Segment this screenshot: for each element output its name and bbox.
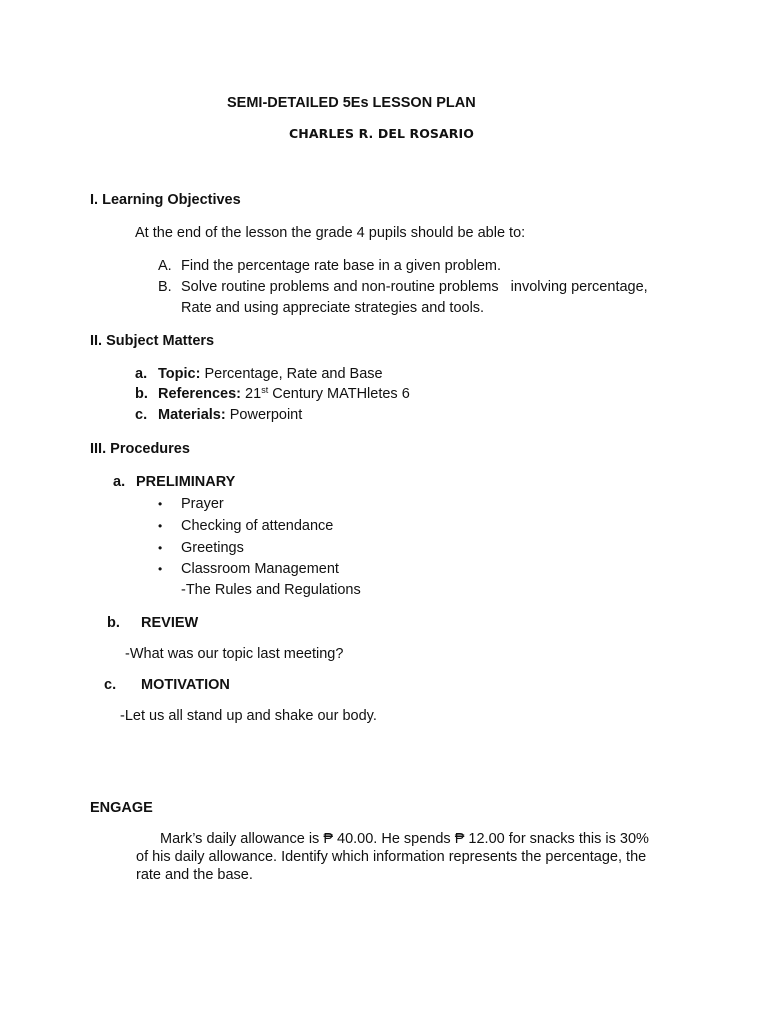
objective-text-a: Find the percentage rate base in a given problem. [181,258,502,274]
objectives-intro: At the end of the lesson the grade 4 pupils should be able to: [135,225,526,241]
subject-item-references [158,387,410,402]
section-heading-engage: ENGAGE [90,800,153,816]
preliminary-sub-note: -The Rules and Regulations [181,582,361,598]
subject-value-references-sup: st [261,385,269,395]
subject-label-references: References: [158,386,242,402]
subject-marker-topic: a. [135,366,148,382]
engage-paragraph-line-3: rate and the base. [136,867,253,883]
subject-label-topic: Topic: [158,366,201,382]
objective-marker-b: B. [158,279,172,295]
subject-marker-references: b. [135,386,148,402]
subject-label-materials: Materials: [158,407,226,423]
subject-value-references: Century MATHletes 6 [272,386,410,402]
preliminary-item-classroom: Classroom Management [181,561,339,577]
engage-paragraph-line-2: of his daily allowance. Identify which information represents the percentage, the [136,849,647,865]
review-label: REVIEW [141,615,199,631]
preliminary-marker: a. [113,474,126,490]
author-name: CHARLES R. DEL ROSARIO [289,126,475,141]
preliminary-label: PRELIMINARY [136,474,236,490]
bullet-icon: • [158,519,163,533]
subject-item-topic [158,367,383,382]
subject-value-topic: Percentage, Rate and Base [204,366,383,382]
subject-item-materials [158,408,302,423]
motivation-marker: c. [104,677,117,693]
preliminary-item-prayer: Prayer [181,496,224,512]
review-marker: b. [107,615,120,631]
subject-value-references-prefix: 21 [245,386,262,402]
objective-marker-a: A. [158,258,172,274]
preliminary-item-greetings: Greetings [181,540,244,556]
bullet-icon: • [158,541,163,555]
section-heading-objectives: I. Learning Objectives [90,192,241,208]
objective-text-b-continuation: Rate and using appreciate strategies and tools. [181,300,485,316]
subject-value-materials: Powerpoint [229,407,303,423]
subject-marker-materials: c. [135,407,148,423]
engage-paragraph-line-1: Mark’s daily allowance is ₱ 40.00. He spends ₱ 12.00 for snacks this is 30% [160,831,649,847]
section-heading-subject: II. Subject Matters [90,333,215,349]
bullet-icon: • [158,497,163,511]
preliminary-item-attendance: Checking of attendance [181,518,334,534]
motivation-text: -Let us all stand up and shake our body. [120,708,377,724]
section-heading-procedures: III. Procedures [90,441,190,457]
motivation-label: MOTIVATION [141,677,230,693]
objective-text-b: Solve routine problems and non-routine problems involving percentage, [181,279,648,295]
document-title: SEMI-DETAILED 5Es LESSON PLAN [227,95,476,111]
review-text: -What was our topic last meeting? [125,646,344,662]
bullet-icon: • [158,562,163,576]
